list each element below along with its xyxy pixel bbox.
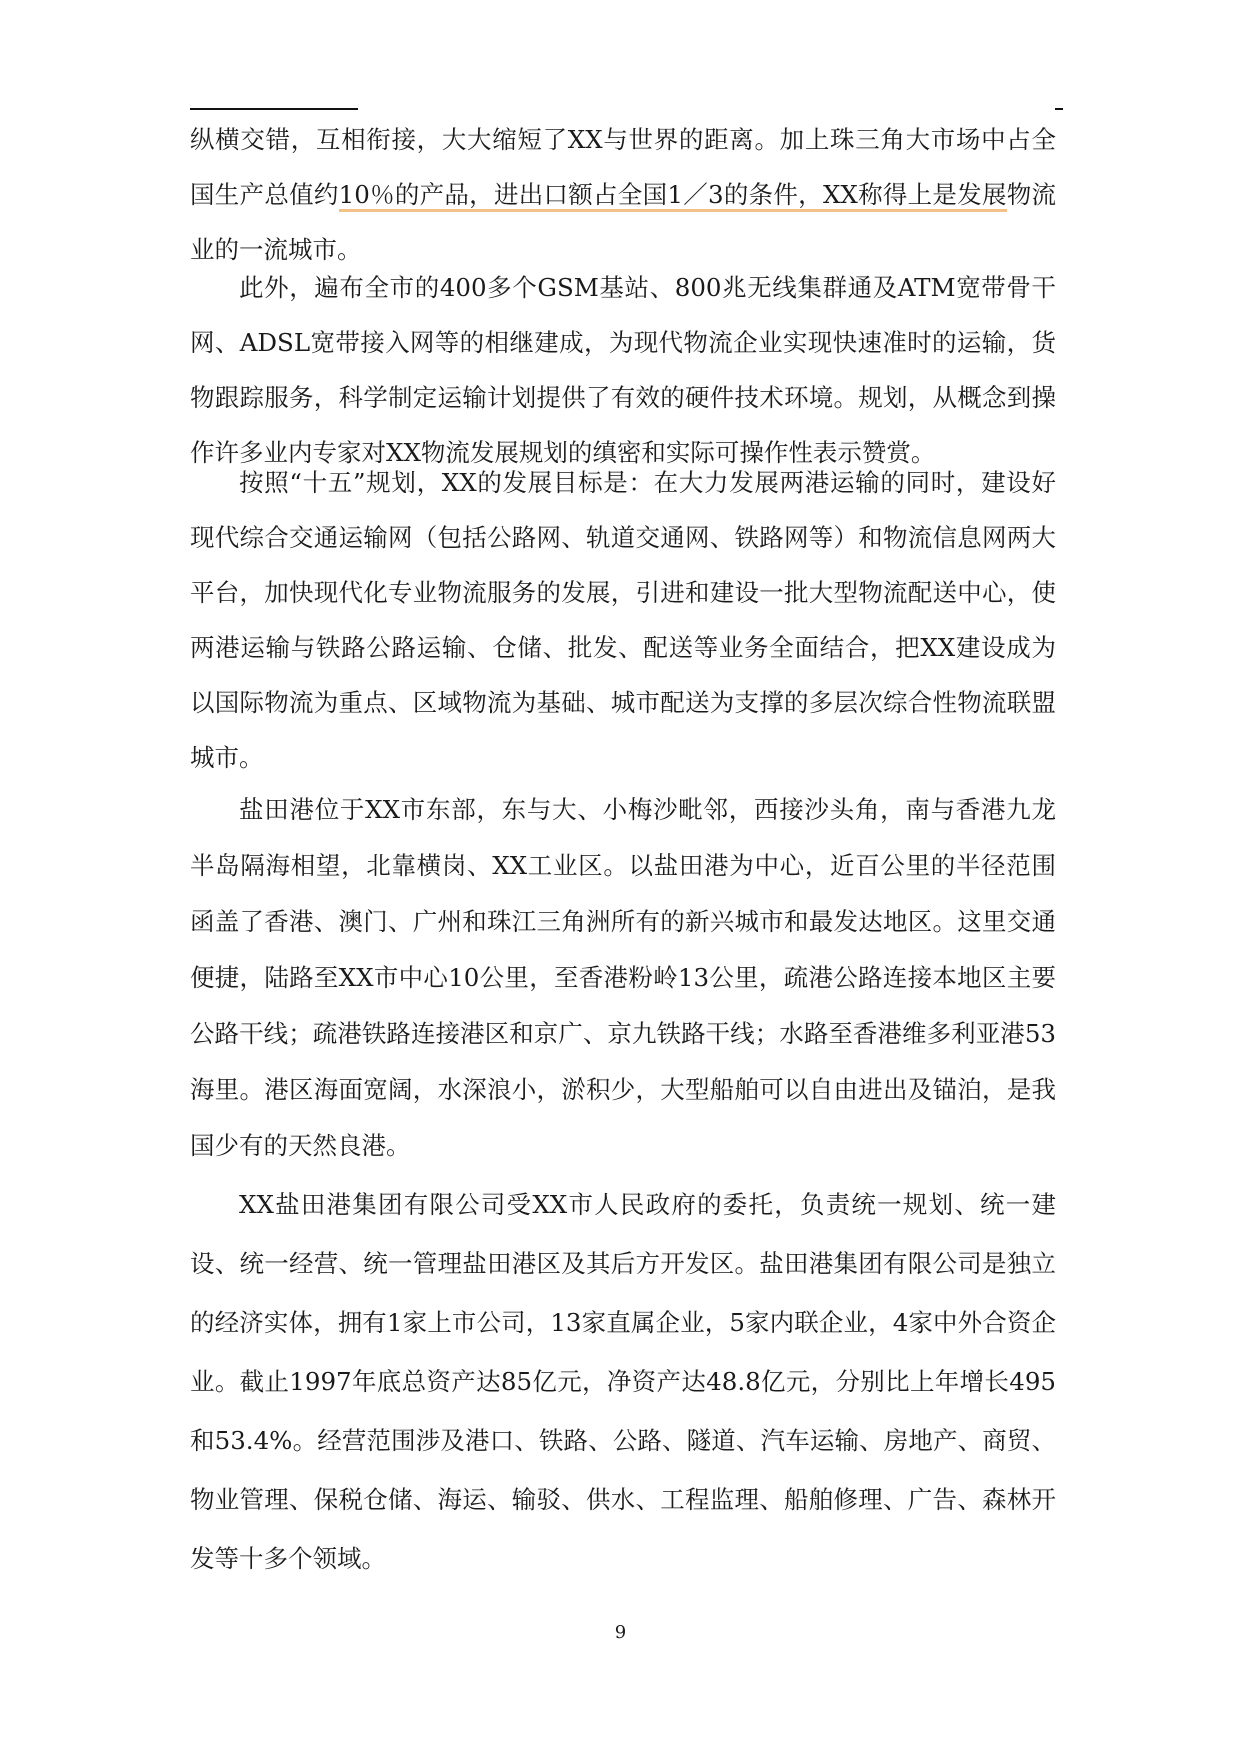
header-dash-mark bbox=[1055, 108, 1063, 110]
paragraph-2: 此外，遍布全市的400多个GSM基站、800兆无线集群通及ATM宽带骨干网、ADSL宽带接入网等的相继建成，为现代物流企业实现快速准时的运输，货物跟踪服务，科学制定运输计划提供了有效的硬件技术环境。规划，从概念到操作许多业内专家对XX物流发展规划的缜密和实际可操作性表示赞赏。 bbox=[190, 273, 1056, 467]
paragraph-3: 按照“十五”规划，XX的发展目标是：在大力发展两港运输的同时，建设好现代综合交通运输网（包括公路网、轨道交通网、铁路网等）和物流信息网两大平台，加快现代化专业物流服务的发展，引进和建设一批大型物流配送中心，使两港运输与铁路公路运输、仓储、批发、配送等业务全面结合，把XX建设成为以国际物流为重点、区域物流为基础、城市配送为支撑的多层次综合性物流联盟城市。 bbox=[190, 468, 1056, 772]
paragraph-1 bbox=[190, 112, 1056, 277]
header-rule bbox=[190, 108, 358, 110]
paragraph-1-end: 物流业的一流城市。 bbox=[190, 180, 1057, 264]
paragraph-5: XX盐田港集团有限公司受XX市人民政府的委托，负责统一规划、统一建设、统一经营、统一管理盐田港区及其后方开发区。盐田港集团有限公司是独立的经济实体，拥有1家上市公司，13家直属企业，5家内联企业，4家中外合资企业。截止1997年底总资产达85亿元，净资产达48.8亿元，分别比上年增长495和53.4%。经营范围涉及港口、铁路、公路、隧道、汽车运输、房地产、商贸、物业管理、保税仓储、海运、输驳、供水、工程监理、船舶修理、广告、森林开发等十多个领域。 bbox=[190, 1190, 1056, 1573]
paragraph-4: 盐田港位于XX市东部，东与大、小梅沙毗邻，西接沙头角，南与香港九龙半岛隔海相望，北靠横岗、XX工业区。以盐田港为中心，近百公里的半径范围函盖了香港、澳门、广州和珠江三角洲所有的新兴城市和最发达地区。这里交通便捷，陆路至XX市中心10公里，至香港粉岭13公里，疏港公路连接本地区主要公路干线；疏港铁路连接港区和京广、京九铁路干线；水路至香港维多利亚港53海里。港区海面宽阔，水深浪小，淤积少，大型船舶可以自由进出及锚泊，是我国少有的天然良港。 bbox=[190, 795, 1056, 1160]
page-number: 9 bbox=[614, 1622, 627, 1643]
highlighted-phrase: 10％的产品，进出口额占全国1／3的条件，XX称得上是发展 bbox=[339, 180, 1007, 212]
paragraph-1-start: 纵横交错，互相衔接，大大缩短了XX与世界的距离。加上珠三角大市场中占全国生产总值约 bbox=[190, 125, 1056, 209]
